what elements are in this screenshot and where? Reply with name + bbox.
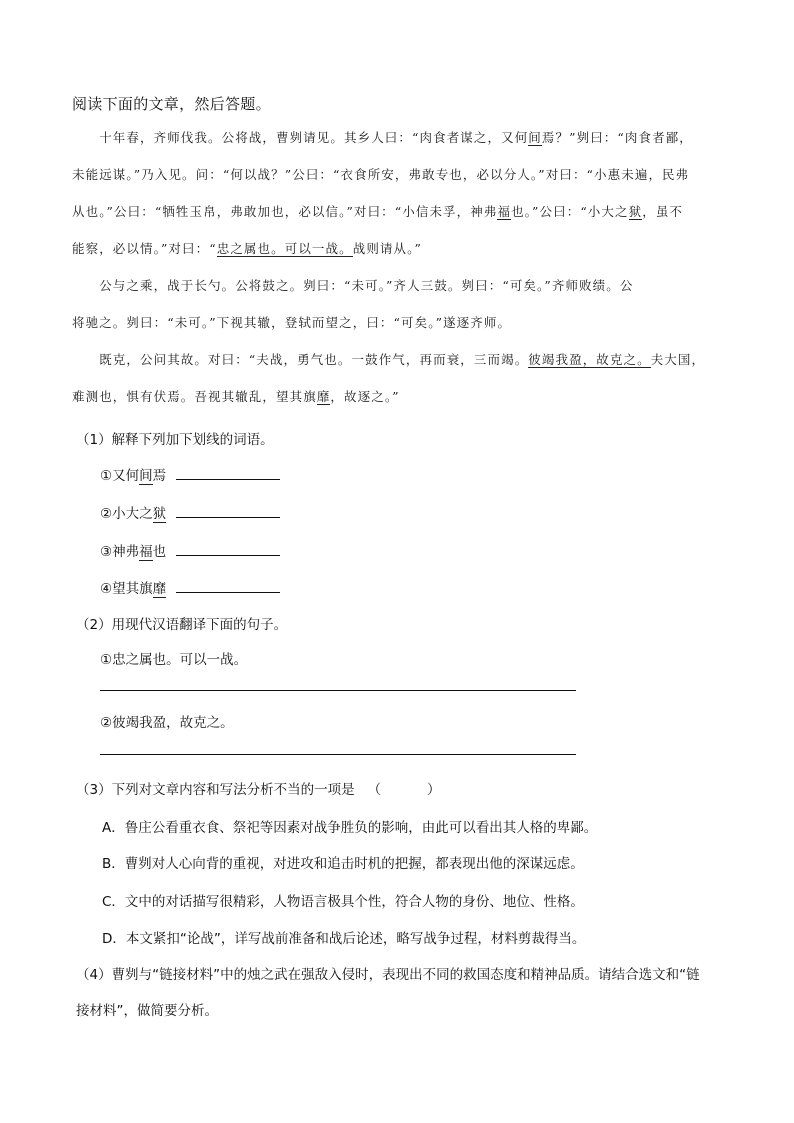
passage-line-6: 将驰之。刿曰：“未可。”下视其辙，登轼而望之，曰：“可矣。”遂逐齐师。 (72, 315, 512, 330)
q1-item-1: ①又何间焉 (100, 464, 280, 484)
underlined-word: 靡 (316, 389, 331, 404)
answer-bracket-close: ） (426, 782, 441, 798)
question-2-stem: （2）用现代汉语翻译下面的句子。 (76, 617, 288, 633)
question-1-stem: （1）解释下列加下划线的词语。 (76, 432, 274, 448)
underlined-sentence: 彼竭我盈，故克之。 (528, 352, 651, 367)
answer-blank[interactable] (176, 554, 280, 556)
question-4-line-1: （4）曹刿与“链接材料”中的烛之武在强敌入侵时，表现出不同的救国态度和精神品质。请结合选文和“链 (76, 967, 700, 983)
underlined-word: 狱 (628, 204, 643, 219)
passage-line-3: 从也。”公曰：“牺牲玉帛，弗敢加也，必以信。”对曰：“小信未孚，神弗福也。”公曰：“小大之狱，虽不 (72, 204, 684, 219)
question-3-stem: （3）下列对文章内容和写法分析不当的一项是 （ ） (76, 782, 441, 798)
option-b[interactable]: B．曹刿对人心向背的重视，对进攻和追击时机的把握，都表现出他的深谋远虑。 (102, 856, 584, 872)
answer-blank[interactable] (176, 478, 280, 480)
q1-item-3: ③神弗福也 (100, 540, 280, 560)
q1-item-2: ②小大之狱 (100, 502, 280, 522)
underlined-word: 间 (528, 130, 542, 145)
passage-line-1: 十年春，齐师伐我。公将战，曹刿请见。其乡人曰：“肉食者谋之，又何间焉？”刿曰：“肉食者鄙， (72, 130, 693, 145)
question-4-line-2: 接材料”，做简要分析。 (76, 1003, 218, 1019)
answer-line[interactable] (100, 690, 576, 691)
underlined-sentence: 忠之属也。可以一战。 (216, 241, 353, 256)
passage-line-8: 难测也，惧有伏焉。吾视其辙乱，望其旗靡，故逐之。” (72, 389, 400, 404)
option-d[interactable]: D．本文紧扣“论战”，详写战前准备和战后论述，略写战争过程，材料剪裁得当。 (102, 931, 586, 947)
passage-line-2: 未能远谋。”乃入见。问：“何以战？”公曰：“衣食所安，弗敢专也，必以分人。”对曰：“小惠未遍，民弗 (72, 167, 690, 182)
option-c[interactable]: C．文中的对话描写很精彩，人物语言极具个性，符合人物的身份、地位、性格。 (102, 894, 584, 910)
q2-sentence-2: ②彼竭我盈，故克之。 (100, 715, 234, 731)
page-title: 阅读下面的文章，然后答题。 (72, 95, 271, 113)
passage-line-4: 能察，必以情。”对曰：“忠之属也。可以一战。战则请从。” (72, 241, 422, 256)
answer-blank[interactable] (176, 591, 280, 593)
passage-line-7: 既克，公问其故。对曰：“夫战，勇气也。一鼓作气，再而衰，三而竭。彼竭我盈，故克之。夫大国， (72, 352, 706, 367)
underlined-word: 福 (497, 204, 512, 219)
q2-sentence-1: ①忠之属也。可以一战。 (100, 652, 248, 668)
answer-bracket-open: （ (367, 782, 381, 798)
answer-line[interactable] (100, 754, 576, 755)
answer-blank[interactable] (176, 516, 280, 518)
q1-item-4: ④望其旗靡 (100, 577, 280, 597)
option-a[interactable]: A．鲁庄公看重衣食、祭祀等因素对战争胜负的影响，由此可以看出其人格的卑鄙。 (102, 820, 598, 836)
passage-line-5: 公与之乘，战于长勺。公将鼓之。刿曰：“未可。”齐人三鼓。刿曰：“可矣。”齐师败绩。公 (72, 278, 634, 293)
